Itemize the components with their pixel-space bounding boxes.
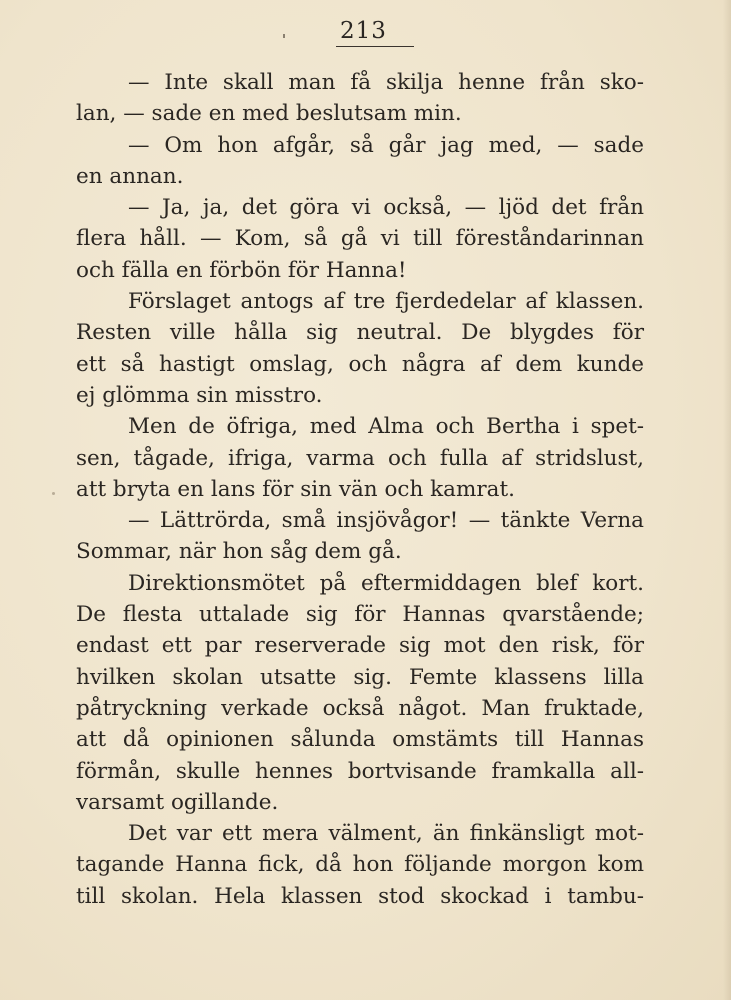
body-text bbox=[76, 67, 644, 912]
text-line: varsamt ogillande. bbox=[76, 789, 279, 815]
text-line: att bryta en lans för sin vän och kamrat. bbox=[76, 476, 515, 502]
text-line: endast ett par reserverade sig mot den risk, för bbox=[76, 633, 644, 659]
text-line: hvilken skolan utsatte sig. Femte klassens lilla bbox=[76, 664, 644, 690]
text-line: Men de öfriga, med Alma och Bertha i spet- bbox=[128, 414, 644, 440]
text-line: Förslaget antogs af tre fjerdedelar af klassen. bbox=[128, 289, 644, 315]
text-line: Det var ett mera välment, än finkänsligt mot- bbox=[128, 821, 644, 847]
text-line: De flesta uttalade sig för Hannas qvarstående; bbox=[76, 602, 644, 628]
text-line: — Lättrörda, små insjövågor! — tänkte Verna bbox=[128, 508, 644, 534]
text-line: flera håll. — Kom, så gå vi till föreståndarinnan bbox=[76, 226, 644, 252]
page-number: 213 bbox=[336, 18, 414, 47]
text-line: påtryckning verkade också något. Man fruktade, bbox=[76, 695, 644, 721]
paper-speck bbox=[52, 492, 55, 495]
page-edge-shadow bbox=[723, 0, 731, 1000]
text-line: tagande Hanna fick, då hon följande morgon kom bbox=[76, 852, 644, 878]
text-line: att då opinionen sålunda omstämts till Hannas bbox=[76, 727, 644, 753]
text-line: till skolan. Hela klassen stod skockad i tambu- bbox=[76, 883, 644, 909]
text-line: Sommar, när hon såg dem gå. bbox=[76, 539, 402, 565]
text-line: ett så hastigt omslag, och några af dem kunde bbox=[76, 351, 644, 377]
text-line: Direktionsmötet på eftermiddagen blef kort. bbox=[128, 570, 644, 596]
text-line: — Ja, ja, det göra vi också, — ljöd det från bbox=[128, 195, 644, 221]
text-line: en annan. bbox=[76, 163, 184, 189]
text-line: och fälla en förbön för Hanna! bbox=[76, 257, 407, 283]
text-line: ej glömma sin misstro. bbox=[76, 382, 323, 408]
text-line: lan, — sade en med beslutsam min. bbox=[76, 101, 462, 127]
text-line: förmån, skulle hennes bortvisande framkalla all- bbox=[76, 758, 644, 784]
text-line: sen, tågade, ifriga, varma och fulla af stridslust, bbox=[76, 445, 644, 471]
text-line: — Om hon afgår, så går jag med, — sade bbox=[128, 132, 644, 158]
text-line: — Inte skall man få skilja henne från sko- bbox=[128, 70, 644, 95]
print-mark bbox=[283, 34, 285, 38]
text-line: Resten ville hålla sig neutral. De blygdes för bbox=[76, 320, 644, 346]
